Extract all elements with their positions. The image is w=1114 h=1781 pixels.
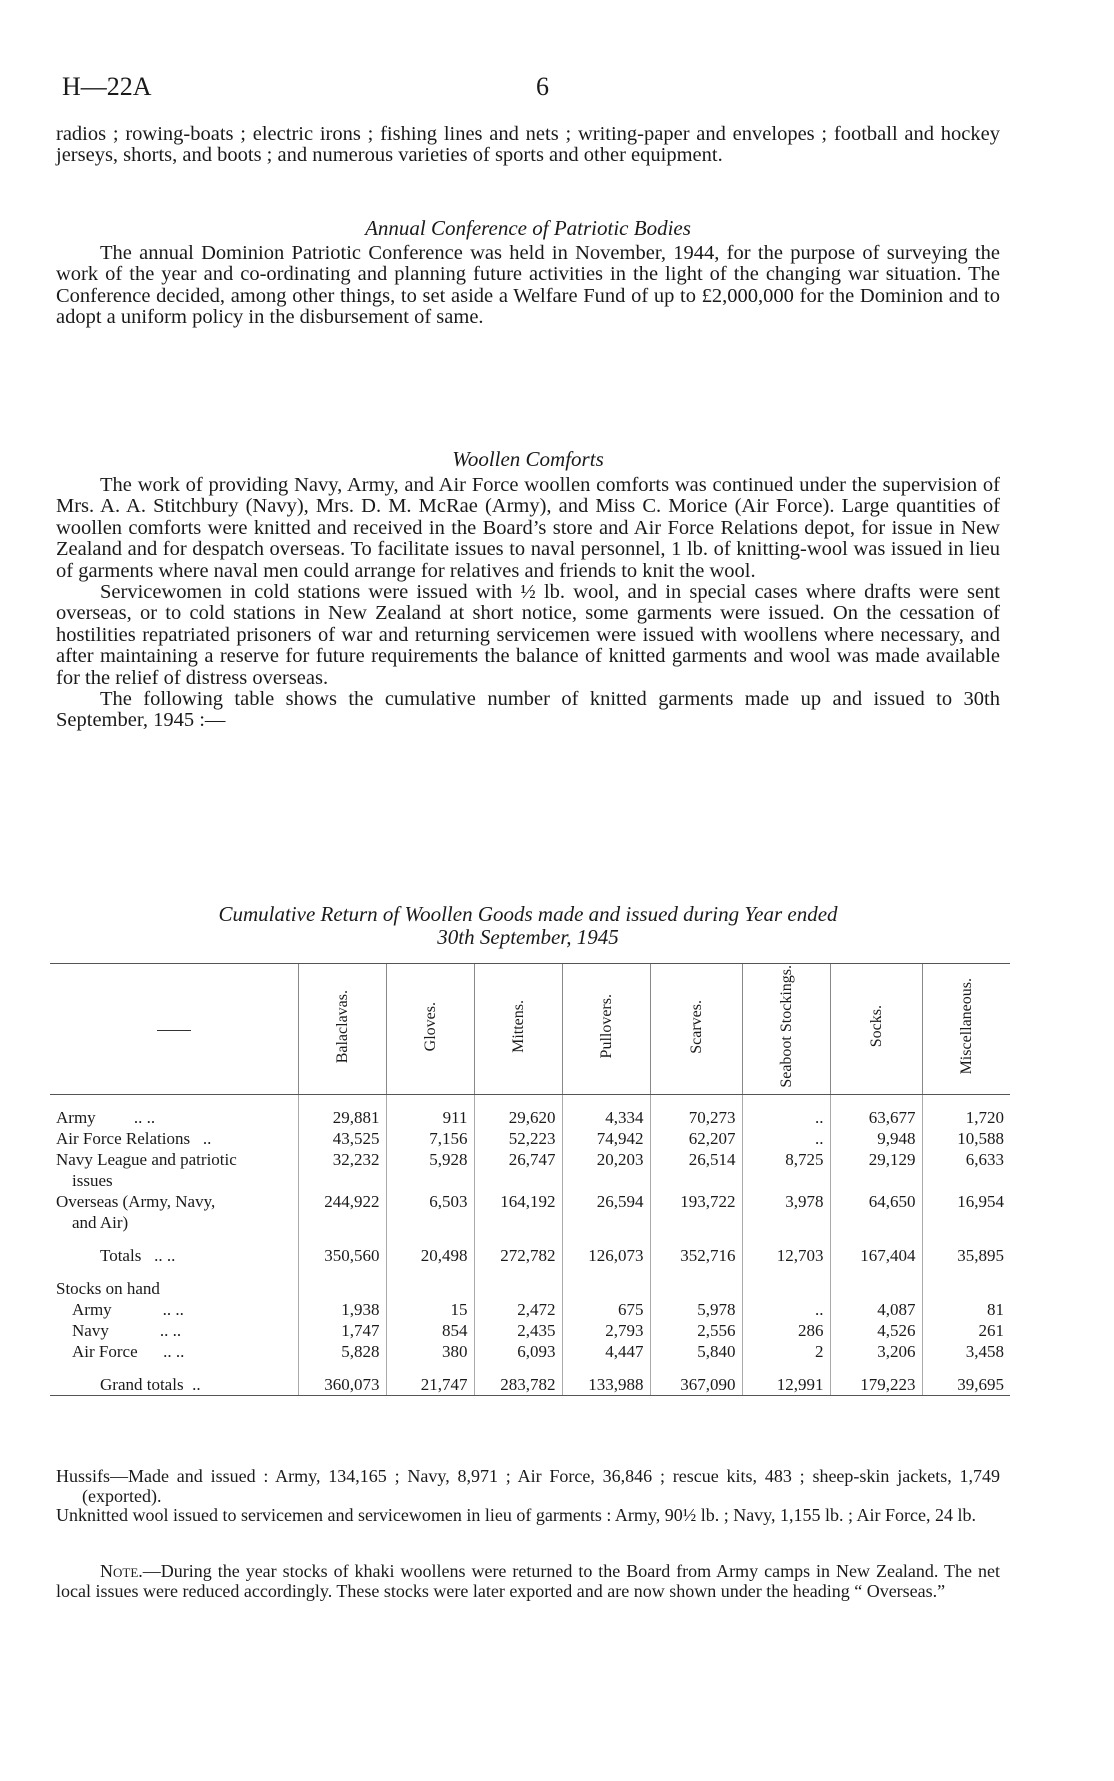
woollen-paragraph-3: The following table shows the cumulative number of knitted garments made up and issued to 30th September, 1945 :—: [56, 688, 1000, 732]
woollen-goods-table: [50, 963, 1010, 1396]
header-dash: [157, 1030, 191, 1031]
table-row-navy-league: Navy League and patriotic 32,232 5,928 26,747 20,203 26,514 8,725 29,129 6,633: [50, 1149, 1010, 1170]
woollen-paragraph-2: Servicewomen in cold stations were issued with ½ lb. wool, and in special cases where drafts were sent overseas, or to cold stations in New Zealand at short notice, some garments were issued. On the cessation of hostilities repatriated prisoners of war and returning servicemen were issued with woollens where necessary, and after maintaining a reserve for future requirements the balance of knitted garments and wool was made available for the relief of distress overseas.: [56, 581, 1000, 689]
table-row-stocks-air-force: Air Force .. .. 5,828 380 6,093 4,447 5,840 2 3,206 3,458: [50, 1341, 1010, 1362]
footnote-unknitted-wool: Unknitted wool issued to servicemen and servicewomen in lieu of garments : Army, 90½ lb. ; Navy, 1,155 lb. ; Air Force, 24 lb.: [56, 1505, 977, 1525]
note-label: Note.: [100, 1561, 143, 1581]
table-row-overseas-cont: and Air): [50, 1212, 1010, 1233]
table-row-stocks-heading: Stocks on hand: [50, 1278, 1010, 1299]
table-row-stocks-navy: Navy .. .. 1,747 854 2,435 2,793 2,556 286 4,526 261: [50, 1320, 1010, 1341]
col-header-mittens: Mittens.: [474, 964, 562, 1095]
intro-paragraph: [56, 124, 1000, 167]
woollen-paragraph-1: The work of providing Navy, Army, and Air Force woollen comforts was continued under the supervision of Mrs. A. A. Stitchbury (Navy), Mrs. D. M. McRae (Army), and Miss C. Morice (Air Force). Large quantities of woollen comforts were knitted and received in the Board’s store and Air Force Relations depot, for issue in New Zealand and for despatch overseas. To facilitate issues to naval personnel, 1 lb. of knitting-wool was issued in lieu of garments where naval men could arrange for relatives and friends to knit the wool.: [56, 474, 1000, 582]
col-header-balaclavas: Balaclavas.: [298, 964, 386, 1095]
col-header-pullovers: Pullovers.: [562, 964, 650, 1095]
col-header-scarves: Scarves.: [650, 964, 742, 1095]
col-header-gloves: Gloves.: [386, 964, 474, 1095]
table-header-row: [50, 964, 1010, 1095]
table-title-line-1: Cumulative Return of Woollen Goods made and issued during Year ended: [218, 902, 838, 926]
note-text: —During the year stocks of khaki woollens were returned to the Board from Army camps in New Zealand. The net local issues were reduced accordingly. These stocks were later exported and are now shown under the heading “ Overseas.”: [56, 1561, 1000, 1601]
conference-paragraph: [56, 243, 1000, 329]
table-title: [56, 903, 1000, 949]
document-reference: H—22A: [62, 72, 152, 101]
intro-text: radios ; rowing-boats ; electric irons ; fishing lines and nets ; writing-paper and envelopes ; football and hockey jerseys, shorts, and boots ; and numerous varieties of sports and other equipment.: [56, 123, 1000, 167]
table-row-navy-league-cont: issues: [50, 1170, 1010, 1191]
table-footnotes: [56, 1467, 1000, 1526]
table-title-line-2: 30th September, 1945: [437, 925, 619, 949]
stub-header: [50, 964, 298, 1095]
table-row-army: Army .. .. 29,881 911 29,620 4,334 70,273 .. 63,677 1,720: [50, 1107, 1010, 1128]
table-row-air-force-relations: Air Force Relations .. 43,525 7,156 52,223 74,942 62,207 .. 9,948 10,588: [50, 1128, 1010, 1149]
section-heading-woollen-comforts: Woollen Comforts: [452, 447, 604, 471]
col-header-seaboot-stockings: Seaboot Stockings.: [742, 964, 830, 1095]
note-paragraph: [56, 1562, 1000, 1601]
section-heading-conference: Annual Conference of Patriotic Bodies: [365, 216, 691, 240]
woollen-comforts-body: [56, 475, 1000, 732]
table-row-grand-totals: Grand totals .. 360,073 21,747 283,782 133,988 367,090 12,991 179,223 39,695: [50, 1374, 1010, 1396]
col-header-miscellaneous: Miscellaneous.: [922, 964, 1010, 1095]
table-row-stocks-army: Army .. .. 1,938 15 2,472 675 5,978 .. 4,087 81: [50, 1299, 1010, 1320]
page-number: 6: [536, 72, 549, 101]
table-note: [56, 1562, 1000, 1601]
conference-text: The annual Dominion Patriotic Conference was held in November, 1944, for the purpose of surveying the work of the year and co-ordinating and planning future activities in the light of the changing war situation. The Conference decided, among other things, to set aside a Welfare Fund of up to £2,000,000 for the Dominion and to adopt a uniform policy in the disbursement of same.: [56, 242, 1000, 329]
table-row-overseas: Overseas (Army, Navy, 244,922 6,503 164,192 26,594 193,722 3,978 64,650 16,954: [50, 1191, 1010, 1212]
table-row-totals: Totals .. .. 350,560 20,498 272,782 126,073 352,716 12,703 167,404 35,895: [50, 1245, 1010, 1266]
footnote-hussifs: Hussifs—Made and issued : Army, 134,165 ; Navy, 8,971 ; Air Force, 36,846 ; rescue kits, 483 ; sheep-skin jackets, 1,749 (exported).: [56, 1466, 1000, 1506]
col-header-socks: Socks.: [830, 964, 922, 1095]
